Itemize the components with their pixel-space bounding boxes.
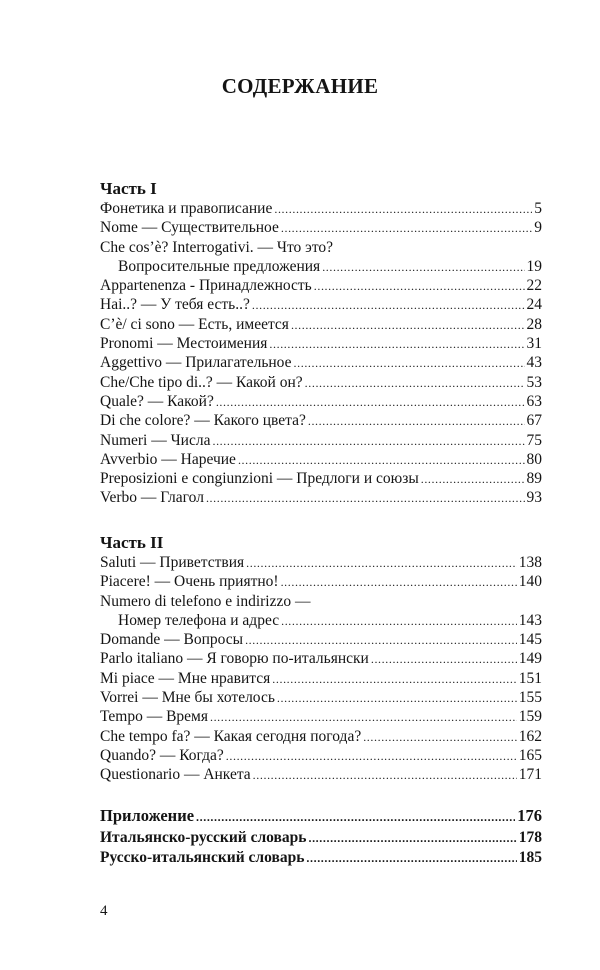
toc-entry-title: Mi piace — Мне нравится bbox=[100, 669, 271, 687]
toc-entry-title: Piacere! — Очень приятно! bbox=[100, 573, 279, 591]
dot-leader bbox=[216, 393, 525, 412]
toc-entry[interactable] bbox=[100, 727, 542, 746]
toc-entry-title: Вопросительные предложения bbox=[118, 257, 321, 275]
dot-leader bbox=[206, 489, 525, 508]
toc-entry[interactable] bbox=[100, 469, 542, 488]
page-number: 4 bbox=[100, 903, 108, 919]
toc-entry-page: 165 bbox=[518, 746, 542, 764]
toc-entry-page: 93 bbox=[526, 489, 542, 507]
toc-entry[interactable] bbox=[100, 488, 542, 507]
toc-entry-title: Quale? — Какой? bbox=[100, 392, 214, 410]
toc-entry-page: 67 bbox=[526, 412, 542, 430]
toc-entry[interactable] bbox=[100, 592, 542, 611]
dot-leader bbox=[421, 470, 525, 489]
toc-entry-title: Avverbio — Наречие bbox=[100, 450, 236, 468]
toc-entry[interactable] bbox=[100, 315, 542, 334]
toc-entry-page: 5 bbox=[534, 200, 542, 217]
dot-leader bbox=[272, 670, 516, 689]
toc-entry[interactable] bbox=[100, 746, 542, 765]
toc-entry-page: 185 bbox=[518, 848, 542, 866]
toc-entry[interactable] bbox=[100, 238, 542, 257]
page-title: СОДЕРЖАНИЕ bbox=[221, 74, 379, 98]
toc-entry-dictionary-it-ru[interactable] bbox=[100, 828, 542, 847]
dot-leader bbox=[363, 728, 517, 747]
toc-entry-page: 19 bbox=[526, 257, 542, 275]
toc-entry[interactable] bbox=[100, 572, 542, 591]
dot-leader bbox=[226, 747, 517, 766]
toc-entry-dictionary-ru-it[interactable] bbox=[100, 848, 542, 867]
toc-entry-page: 176 bbox=[517, 806, 542, 825]
toc-entry-page: 75 bbox=[526, 431, 542, 449]
toc-entry-page: 89 bbox=[526, 470, 542, 488]
toc-entry-title: Verbo — Глагол bbox=[100, 489, 204, 507]
toc-entry[interactable] bbox=[100, 353, 542, 372]
toc-entry-title: Итальянско-русский словарь bbox=[100, 829, 307, 847]
toc-entry-page: 143 bbox=[518, 611, 542, 629]
toc-entry-title: Che/Che tipo di..? — Какой он? bbox=[100, 373, 303, 391]
toc-entry-page: 159 bbox=[518, 708, 542, 726]
part-2-section bbox=[100, 532, 542, 785]
dot-leader bbox=[294, 354, 525, 373]
dot-leader bbox=[253, 766, 517, 785]
toc-entry-page: 22 bbox=[526, 277, 542, 295]
dot-leader bbox=[269, 335, 524, 354]
toc-entry[interactable] bbox=[100, 765, 542, 784]
toc-entry[interactable] bbox=[100, 295, 542, 314]
dot-leader bbox=[314, 277, 525, 296]
dot-leader bbox=[281, 219, 532, 238]
toc-entry-title: Tempo — Время bbox=[100, 708, 208, 726]
toc-entry-title: Hai..? — У тебя есть..? bbox=[100, 296, 250, 314]
toc-entry-page: 155 bbox=[518, 689, 542, 707]
toc-entry-page: 178 bbox=[518, 829, 542, 847]
toc-entry-title: Che cos’è? Interrogativi. — Что это? bbox=[100, 238, 334, 256]
toc-entry[interactable] bbox=[100, 553, 542, 572]
toc-entry[interactable] bbox=[100, 276, 542, 295]
dot-leader bbox=[252, 296, 525, 315]
toc-entry-title: Aggettivo — Прилагательное bbox=[100, 354, 292, 372]
toc-entry-title: Questionario — Анкета bbox=[100, 766, 251, 784]
dot-leader bbox=[291, 316, 525, 335]
toc-entry-title: Domande — Вопросы bbox=[100, 631, 244, 649]
appendix-section bbox=[100, 806, 542, 867]
toc-entry-page: 151 bbox=[518, 669, 542, 687]
toc-entry[interactable] bbox=[100, 688, 542, 707]
part-1-section bbox=[100, 178, 542, 508]
dot-leader bbox=[281, 573, 517, 592]
toc-entry[interactable] bbox=[100, 611, 542, 630]
toc-entry[interactable] bbox=[100, 630, 542, 649]
toc-entry-title: Номер телефона и адрес bbox=[118, 611, 280, 629]
toc-entry[interactable] bbox=[100, 218, 542, 237]
toc-entry-title: Pronomi — Местоимения bbox=[100, 335, 268, 353]
toc-entry-title: Vorrei — Мне бы хотелось bbox=[100, 689, 275, 707]
toc-entry-page: 149 bbox=[518, 650, 542, 668]
toc-entry-page: 31 bbox=[526, 335, 542, 353]
dot-leader bbox=[281, 612, 517, 631]
toc-entry-title: Русско-итальянский словарь bbox=[100, 848, 305, 866]
toc-entry-title: Quando? — Когда? bbox=[100, 746, 224, 764]
toc-entry[interactable] bbox=[100, 450, 542, 469]
toc-entry-title: Che tempo fa? — Какая сегодня погода? bbox=[100, 727, 362, 745]
toc-entry-page: 145 bbox=[518, 631, 542, 649]
toc-entry[interactable] bbox=[100, 334, 542, 353]
toc-entry[interactable] bbox=[100, 669, 542, 688]
toc-entry-page: 9 bbox=[534, 219, 542, 237]
toc-entry[interactable] bbox=[100, 392, 542, 411]
part-2-heading: Часть II bbox=[100, 533, 164, 552]
toc-entry-title: Nome — Существительное bbox=[100, 219, 279, 237]
dot-leader bbox=[371, 650, 517, 669]
toc-entry-appendix[interactable] bbox=[100, 806, 542, 825]
toc-entry[interactable] bbox=[100, 707, 542, 726]
dot-leader bbox=[246, 554, 517, 573]
toc-entry-title: Saluti — Приветствия bbox=[100, 554, 245, 571]
toc-entry-page: 28 bbox=[526, 315, 542, 333]
toc-entry-page: 140 bbox=[518, 573, 542, 591]
dot-leader bbox=[245, 631, 517, 650]
toc-entry[interactable] bbox=[100, 373, 542, 392]
toc-entry-page: 138 bbox=[518, 554, 542, 571]
toc-entry[interactable] bbox=[100, 431, 542, 450]
toc-entry[interactable] bbox=[100, 411, 542, 430]
dot-leader bbox=[196, 808, 515, 827]
toc-entry-page: 53 bbox=[526, 373, 542, 391]
dot-leader bbox=[274, 200, 532, 219]
dot-leader bbox=[238, 451, 525, 470]
toc-entry-title: Numero di telefono e indirizzo — bbox=[100, 592, 311, 610]
dot-leader bbox=[305, 374, 525, 393]
dot-leader bbox=[322, 258, 524, 277]
toc-entry-title: Preposizioni e congiunzioni — Предлоги и союзы bbox=[100, 470, 419, 488]
toc-entry-title: Parlo italiano — Я говорю по-итальянски bbox=[100, 650, 369, 668]
toc-entry-title: Appartenenza - Принадлежность bbox=[100, 277, 312, 295]
toc-entry-page: 63 bbox=[526, 392, 542, 410]
toc-entry-page: 80 bbox=[526, 450, 542, 468]
dot-leader bbox=[210, 708, 517, 727]
toc-entry-page: 43 bbox=[526, 354, 542, 372]
part-1-heading: Часть I bbox=[100, 179, 157, 198]
toc-entry-title: Di che colore? — Какого цвета? bbox=[100, 412, 306, 430]
toc-entry-title: Numeri — Числа bbox=[100, 431, 211, 449]
toc-entry-page: 171 bbox=[518, 766, 542, 784]
toc-entry-title: C’è/ ci sono — Есть, имеется bbox=[100, 315, 289, 333]
toc-entry-title: Фонетика и правописание bbox=[100, 200, 273, 217]
dot-leader bbox=[308, 412, 525, 431]
toc-entry[interactable] bbox=[100, 199, 542, 218]
toc-entry[interactable] bbox=[100, 257, 542, 276]
dot-leader bbox=[306, 849, 516, 868]
toc-entry[interactable] bbox=[100, 649, 542, 668]
toc-entry-page: 162 bbox=[518, 727, 542, 745]
dot-leader bbox=[212, 432, 524, 451]
dot-leader bbox=[308, 829, 516, 848]
dot-leader bbox=[277, 689, 517, 708]
toc-entry-title: Приложение bbox=[100, 806, 195, 825]
toc-entry-page: 24 bbox=[526, 296, 542, 314]
